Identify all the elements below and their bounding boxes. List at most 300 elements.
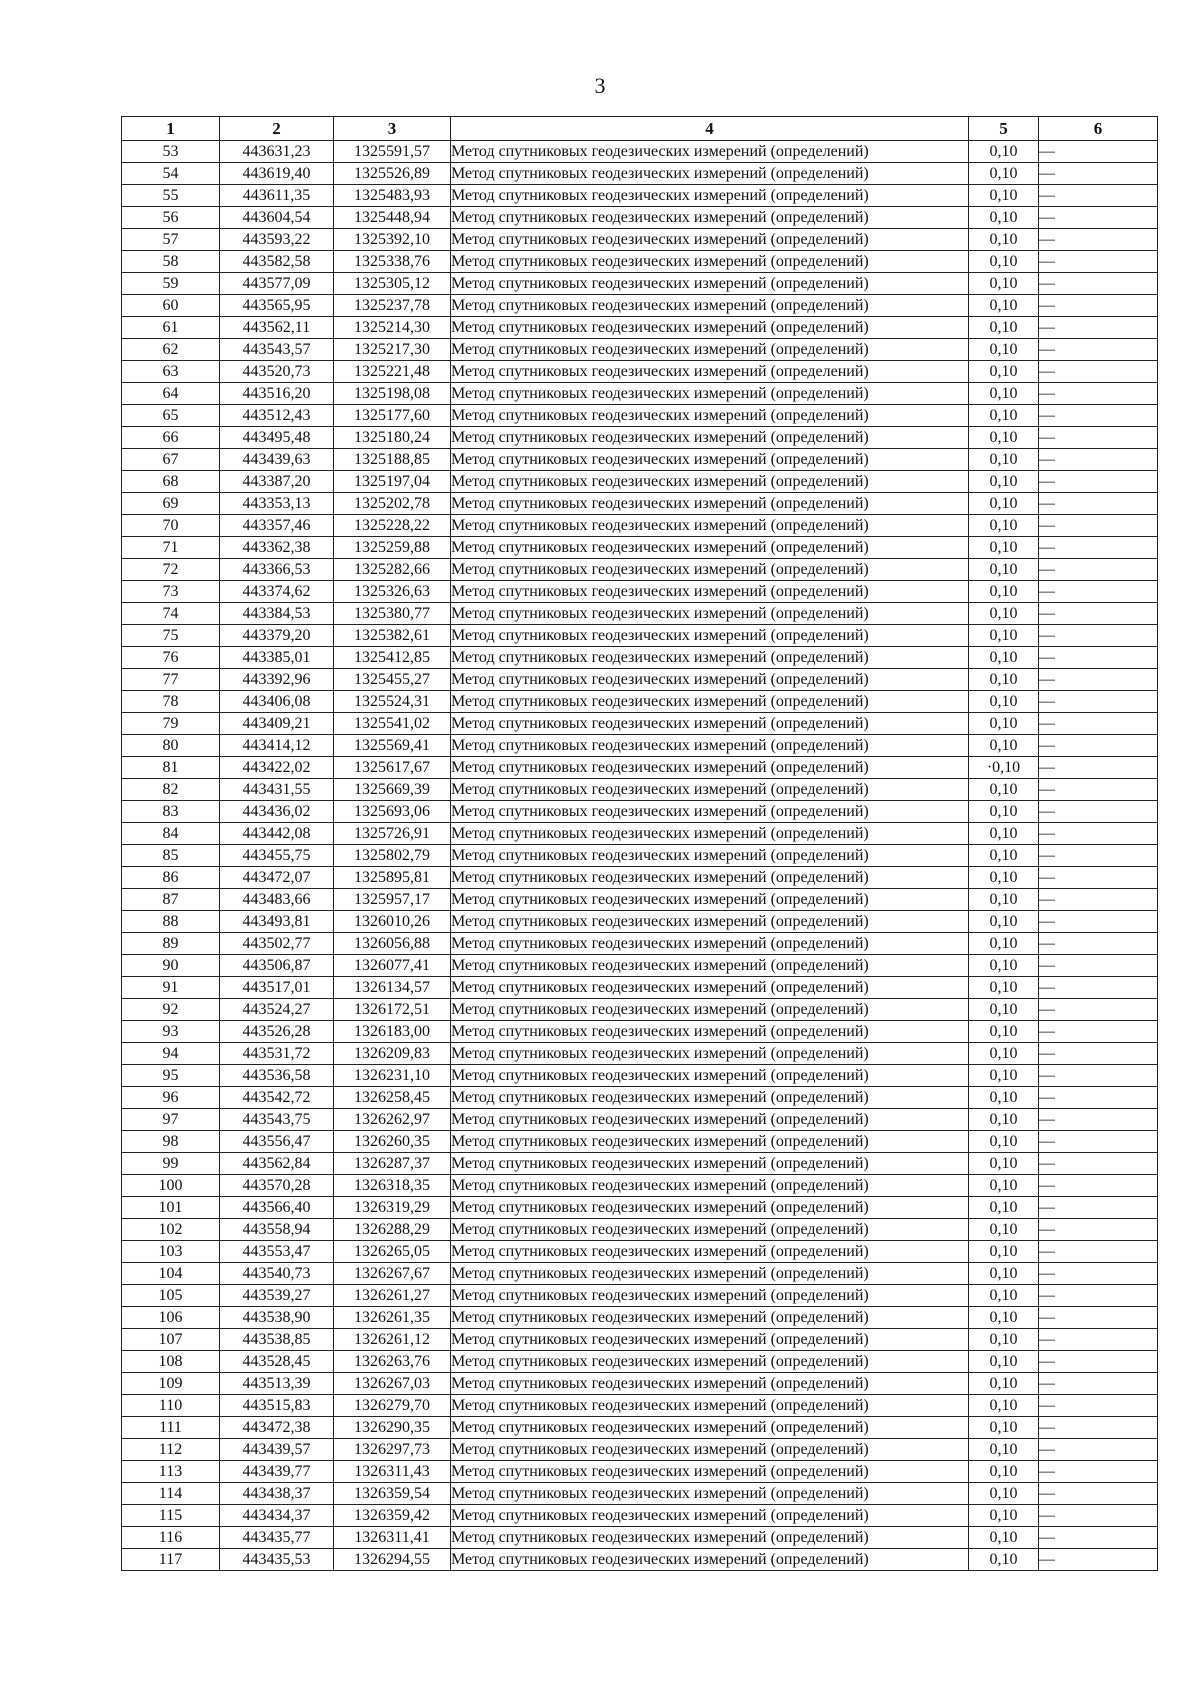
table-row [122,713,1158,735]
point-number-cell: 80 [122,735,220,757]
accuracy-cell: 0,10 [969,603,1039,625]
table-row [122,1065,1158,1087]
x-coordinate-cell: 443455,75 [220,845,334,867]
method-cell: Метод спутниковых геодезических измерений (определений) [451,757,969,779]
accuracy-cell: 0,10 [969,1131,1039,1153]
note-cell: — [1039,515,1158,537]
method-cell: Метод спутниковых геодезических измерений (определений) [451,185,969,207]
y-coordinate-cell: 1326262,97 [334,1109,451,1131]
accuracy-cell: 0,10 [969,1329,1039,1351]
table-row [122,1197,1158,1219]
note-cell: — [1039,757,1158,779]
y-coordinate-cell: 1326359,42 [334,1505,451,1527]
note-cell: — [1039,911,1158,933]
x-coordinate-cell: 443366,53 [220,559,334,581]
point-number-cell: 111 [122,1417,220,1439]
method-cell: Метод спутниковых геодезических измерений (определений) [451,1505,969,1527]
method-cell: Метод спутниковых геодезических измерений (определений) [451,735,969,757]
y-coordinate-cell: 1325569,41 [334,735,451,757]
y-coordinate-cell: 1326010,26 [334,911,451,933]
point-number-cell: 68 [122,471,220,493]
note-cell: — [1039,141,1158,163]
table-row [122,1329,1158,1351]
note-cell: — [1039,1043,1158,1065]
method-cell: Метод спутниковых геодезических измерений (определений) [451,1131,969,1153]
table-row [122,471,1158,493]
point-number-cell: 92 [122,999,220,1021]
x-coordinate-cell: 443392,96 [220,669,334,691]
accuracy-cell: 0,10 [969,779,1039,801]
y-coordinate-cell: 1326287,37 [334,1153,451,1175]
point-number-cell: 63 [122,361,220,383]
note-cell: — [1039,1439,1158,1461]
y-coordinate-cell: 1325448,94 [334,207,451,229]
point-number-cell: 79 [122,713,220,735]
accuracy-cell: 0,10 [969,845,1039,867]
note-cell: — [1039,867,1158,889]
table-row [122,449,1158,471]
accuracy-cell: 0,10 [969,361,1039,383]
y-coordinate-cell: 1325591,57 [334,141,451,163]
note-cell: — [1039,163,1158,185]
accuracy-cell: 0,10 [969,625,1039,647]
x-coordinate-cell: 443439,77 [220,1461,334,1483]
table-row [122,1043,1158,1065]
table-row [122,1087,1158,1109]
y-coordinate-cell: 1325217,30 [334,339,451,361]
accuracy-cell: 0,10 [969,1109,1039,1131]
table-row [122,735,1158,757]
point-number-cell: 99 [122,1153,220,1175]
point-number-cell: 112 [122,1439,220,1461]
y-coordinate-cell: 1325259,88 [334,537,451,559]
x-coordinate-cell: 443387,20 [220,471,334,493]
y-coordinate-cell: 1325188,85 [334,449,451,471]
method-cell: Метод спутниковых геодезических измерений (определений) [451,977,969,999]
table-row [122,1439,1158,1461]
page-number: 3 [594,73,606,98]
y-coordinate-cell: 1326267,67 [334,1263,451,1285]
accuracy-cell: 0,10 [969,493,1039,515]
table-row [122,207,1158,229]
note-cell: — [1039,1417,1158,1439]
x-coordinate-cell: 443384,53 [220,603,334,625]
point-number-cell: 102 [122,1219,220,1241]
method-cell: Метод спутниковых геодезических измерений (определений) [451,691,969,713]
note-cell: — [1039,735,1158,757]
method-cell: Метод спутниковых геодезических измерений (определений) [451,1527,969,1549]
x-coordinate-cell: 443438,37 [220,1483,334,1505]
point-number-cell: 89 [122,933,220,955]
x-coordinate-cell: 443619,40 [220,163,334,185]
y-coordinate-cell: 1326263,76 [334,1351,451,1373]
accuracy-cell: 0,10 [969,1175,1039,1197]
x-coordinate-cell: 443558,94 [220,1219,334,1241]
method-cell: Метод спутниковых геодезических измерений (определений) [451,625,969,647]
table-row [122,1021,1158,1043]
accuracy-cell: 0,10 [969,1549,1039,1571]
y-coordinate-cell: 1325228,22 [334,515,451,537]
x-coordinate-cell: 443502,77 [220,933,334,955]
y-coordinate-cell: 1326134,57 [334,977,451,999]
x-coordinate-cell: 443520,73 [220,361,334,383]
y-coordinate-cell: 1325693,06 [334,801,451,823]
x-coordinate-cell: 443582,58 [220,251,334,273]
y-coordinate-cell: 1326311,43 [334,1461,451,1483]
note-cell: — [1039,1175,1158,1197]
note-cell: — [1039,625,1158,647]
table-row [122,1505,1158,1527]
point-number-cell: 81 [122,757,220,779]
table-row [122,1241,1158,1263]
note-cell: — [1039,537,1158,559]
point-number-cell: 107 [122,1329,220,1351]
point-number-cell: 59 [122,273,220,295]
table-row [122,801,1158,823]
method-cell: Метод спутниковых геодезических измерений (определений) [451,427,969,449]
y-coordinate-cell: 1326077,41 [334,955,451,977]
accuracy-cell: 0,10 [969,1153,1039,1175]
table-row [122,1263,1158,1285]
point-number-cell: 90 [122,955,220,977]
column-header-3: 3 [334,117,451,141]
accuracy-cell: 0,10 [969,1021,1039,1043]
x-coordinate-cell: 443513,39 [220,1373,334,1395]
x-coordinate-cell: 443565,95 [220,295,334,317]
point-number-cell: 110 [122,1395,220,1417]
x-coordinate-cell: 443553,47 [220,1241,334,1263]
accuracy-cell: 0,10 [969,1483,1039,1505]
table-row [122,977,1158,999]
y-coordinate-cell: 1325338,76 [334,251,451,273]
x-coordinate-cell: 443566,40 [220,1197,334,1219]
point-number-cell: 100 [122,1175,220,1197]
table-row [122,823,1158,845]
point-number-cell: 117 [122,1549,220,1571]
note-cell: — [1039,1329,1158,1351]
x-coordinate-cell: 443543,57 [220,339,334,361]
table-row [122,493,1158,515]
table-row [122,537,1158,559]
table-row [122,1417,1158,1439]
accuracy-cell: 0,10 [969,933,1039,955]
x-coordinate-cell: 443515,83 [220,1395,334,1417]
point-number-cell: 55 [122,185,220,207]
note-cell: — [1039,845,1158,867]
method-cell: Метод спутниковых геодезических измерений (определений) [451,1241,969,1263]
method-cell: Метод спутниковых геодезических измерений (определений) [451,1307,969,1329]
point-number-cell: 95 [122,1065,220,1087]
table-row [122,1549,1158,1571]
method-cell: Метод спутниковых геодезических измерений (определений) [451,383,969,405]
table-row [122,295,1158,317]
point-number-cell: 87 [122,889,220,911]
y-coordinate-cell: 1326183,00 [334,1021,451,1043]
table-row [122,691,1158,713]
note-cell: — [1039,1285,1158,1307]
note-cell: — [1039,1241,1158,1263]
x-coordinate-cell: 443570,28 [220,1175,334,1197]
point-number-cell: 74 [122,603,220,625]
method-cell: Метод спутниковых геодезических измерений (определений) [451,779,969,801]
point-number-cell: 83 [122,801,220,823]
method-cell: Метод спутниковых геодезических измерений (определений) [451,493,969,515]
point-number-cell: 71 [122,537,220,559]
note-cell: — [1039,273,1158,295]
y-coordinate-cell: 1326265,05 [334,1241,451,1263]
method-cell: Метод спутниковых геодезических измерений (определений) [451,1373,969,1395]
table-row [122,625,1158,647]
y-coordinate-cell: 1326288,29 [334,1219,451,1241]
table-row [122,889,1158,911]
accuracy-cell: 0,10 [969,537,1039,559]
y-coordinate-cell: 1325483,93 [334,185,451,207]
method-cell: Метод спутниковых геодезических измерений (определений) [451,339,969,361]
method-cell: Метод спутниковых геодезических измерений (определений) [451,845,969,867]
method-cell: Метод спутниковых геодезических измерений (определений) [451,889,969,911]
point-number-cell: 88 [122,911,220,933]
x-coordinate-cell: 443524,27 [220,999,334,1021]
accuracy-cell: 0,10 [969,999,1039,1021]
x-coordinate-cell: 443539,27 [220,1285,334,1307]
y-coordinate-cell: 1325177,60 [334,405,451,427]
y-coordinate-cell: 1325802,79 [334,845,451,867]
table-row [122,1285,1158,1307]
note-cell: — [1039,1395,1158,1417]
table-row [122,779,1158,801]
note-cell: — [1039,449,1158,471]
table-row [122,757,1158,779]
method-cell: Метод спутниковых геодезических измерений (определений) [451,515,969,537]
method-cell: Метод спутниковых геодезических измерений (определений) [451,273,969,295]
note-cell: — [1039,1549,1158,1571]
table-row [122,1483,1158,1505]
method-cell: Метод спутниковых геодезических измерений (определений) [451,1065,969,1087]
y-coordinate-cell: 1326311,41 [334,1527,451,1549]
point-number-cell: 77 [122,669,220,691]
y-coordinate-cell: 1326290,35 [334,1417,451,1439]
x-coordinate-cell: 443493,81 [220,911,334,933]
note-cell: — [1039,1197,1158,1219]
table-row [122,933,1158,955]
method-cell: Метод спутниковых геодезических измерений (определений) [451,933,969,955]
point-number-cell: 65 [122,405,220,427]
accuracy-cell: 0,10 [969,295,1039,317]
x-coordinate-cell: 443604,54 [220,207,334,229]
y-coordinate-cell: 1326172,51 [334,999,451,1021]
y-coordinate-cell: 1325197,04 [334,471,451,493]
x-coordinate-cell: 443528,45 [220,1351,334,1373]
x-coordinate-cell: 443379,20 [220,625,334,647]
table-row [122,229,1158,251]
note-cell: — [1039,1065,1158,1087]
note-cell: — [1039,581,1158,603]
x-coordinate-cell: 443517,01 [220,977,334,999]
x-coordinate-cell: 443562,11 [220,317,334,339]
table-row [122,845,1158,867]
accuracy-cell: 0,10 [969,647,1039,669]
point-number-cell: 94 [122,1043,220,1065]
method-cell: Метод спутниковых геодезических измерений (определений) [451,713,969,735]
x-coordinate-cell: 443543,75 [220,1109,334,1131]
note-cell: — [1039,1307,1158,1329]
table-row [122,361,1158,383]
accuracy-cell: 0,10 [969,339,1039,361]
method-cell: Метод спутниковых геодезических измерений (определений) [451,867,969,889]
note-cell: — [1039,933,1158,955]
table-row [122,1175,1158,1197]
accuracy-cell: 0,10 [969,1087,1039,1109]
point-number-cell: 97 [122,1109,220,1131]
y-coordinate-cell: 1325221,48 [334,361,451,383]
y-coordinate-cell: 1326318,35 [334,1175,451,1197]
x-coordinate-cell: 443538,90 [220,1307,334,1329]
method-cell: Метод спутниковых геодезических измерений (определений) [451,1263,969,1285]
x-coordinate-cell: 443435,53 [220,1549,334,1571]
point-number-cell: 56 [122,207,220,229]
note-cell: — [1039,823,1158,845]
y-coordinate-cell: 1325617,67 [334,757,451,779]
accuracy-cell: 0,10 [969,559,1039,581]
x-coordinate-cell: 443611,35 [220,185,334,207]
table-row [122,1395,1158,1417]
point-number-cell: 78 [122,691,220,713]
accuracy-cell: 0,10 [969,955,1039,977]
accuracy-cell: 0,10 [969,1351,1039,1373]
note-cell: — [1039,405,1158,427]
note-cell: — [1039,999,1158,1021]
note-cell: — [1039,1351,1158,1373]
method-cell: Метод спутниковых геодезических измерений (определений) [451,669,969,691]
point-number-cell: 82 [122,779,220,801]
accuracy-cell: 0,10 [969,229,1039,251]
y-coordinate-cell: 1325380,77 [334,603,451,625]
y-coordinate-cell: 1325957,17 [334,889,451,911]
method-cell: Метод спутниковых геодезических измерений (определений) [451,801,969,823]
method-cell: Метод спутниковых геодезических измерений (определений) [451,1109,969,1131]
table-row [122,867,1158,889]
method-cell: Метод спутниковых геодезических измерений (определений) [451,1461,969,1483]
y-coordinate-cell: 1326261,27 [334,1285,451,1307]
accuracy-cell: 0,10 [969,185,1039,207]
x-coordinate-cell: 443385,01 [220,647,334,669]
point-number-cell: 58 [122,251,220,273]
y-coordinate-cell: 1326261,35 [334,1307,451,1329]
point-number-cell: 61 [122,317,220,339]
note-cell: — [1039,955,1158,977]
table-row [122,1373,1158,1395]
point-number-cell: 104 [122,1263,220,1285]
table-row [122,559,1158,581]
x-coordinate-cell: 443439,57 [220,1439,334,1461]
point-number-cell: 70 [122,515,220,537]
note-cell: — [1039,647,1158,669]
accuracy-cell: 0,10 [969,1219,1039,1241]
note-cell: — [1039,207,1158,229]
table-row [122,251,1158,273]
x-coordinate-cell: 443593,22 [220,229,334,251]
x-coordinate-cell: 443439,63 [220,449,334,471]
note-cell: — [1039,713,1158,735]
note-cell: — [1039,801,1158,823]
note-cell: — [1039,889,1158,911]
method-cell: Метод спутниковых геодезических измерений (определений) [451,141,969,163]
y-coordinate-cell: 1326279,70 [334,1395,451,1417]
note-cell: — [1039,339,1158,361]
method-cell: Метод спутниковых геодезических измерений (определений) [451,1483,969,1505]
method-cell: Метод спутниковых геодезических измерений (определений) [451,1153,969,1175]
x-coordinate-cell: 443362,38 [220,537,334,559]
y-coordinate-cell: 1326056,88 [334,933,451,955]
method-cell: Метод спутниковых геодезических измерений (определений) [451,1021,969,1043]
accuracy-cell: 0,10 [969,405,1039,427]
accuracy-cell: 0,10 [969,867,1039,889]
column-header-2: 2 [220,117,334,141]
method-cell: Метод спутниковых геодезических измерений (определений) [451,361,969,383]
accuracy-cell: 0,10 [969,1461,1039,1483]
x-coordinate-cell: 443562,84 [220,1153,334,1175]
table-row [122,163,1158,185]
point-number-cell: 101 [122,1197,220,1219]
table-row [122,1153,1158,1175]
point-number-cell: 84 [122,823,220,845]
point-number-cell: 66 [122,427,220,449]
accuracy-cell: 0,10 [969,1065,1039,1087]
y-coordinate-cell: 1325202,78 [334,493,451,515]
accuracy-cell: 0,10 [969,911,1039,933]
table-row [122,141,1158,163]
y-coordinate-cell: 1325237,78 [334,295,451,317]
x-coordinate-cell: 443531,72 [220,1043,334,1065]
note-cell: — [1039,691,1158,713]
column-header-6: 6 [1039,117,1158,141]
point-number-cell: 85 [122,845,220,867]
x-coordinate-cell: 443422,02 [220,757,334,779]
accuracy-cell: 0,10 [969,581,1039,603]
y-coordinate-cell: 1325541,02 [334,713,451,735]
y-coordinate-cell: 1326209,83 [334,1043,451,1065]
y-coordinate-cell: 1325526,89 [334,163,451,185]
note-cell: — [1039,1483,1158,1505]
method-cell: Метод спутниковых геодезических измерений (определений) [451,405,969,427]
accuracy-cell: 0,10 [969,691,1039,713]
note-cell: — [1039,1109,1158,1131]
point-number-cell: 57 [122,229,220,251]
point-number-cell: 109 [122,1373,220,1395]
point-number-cell: 98 [122,1131,220,1153]
accuracy-cell: 0,10 [969,1043,1039,1065]
method-cell: Метод спутниковых геодезических измерений (определений) [451,1043,969,1065]
accuracy-cell: 0,10 [969,1439,1039,1461]
coordinates-table [121,116,1158,1571]
method-cell: Метод спутниковых геодезических измерений (определений) [451,955,969,977]
accuracy-cell: 0,10 [969,1527,1039,1549]
note-cell: — [1039,603,1158,625]
point-number-cell: 115 [122,1505,220,1527]
note-cell: — [1039,1505,1158,1527]
method-cell: Метод спутниковых геодезических измерений (определений) [451,1395,969,1417]
x-coordinate-cell: 443435,77 [220,1527,334,1549]
method-cell: Метод спутниковых геодезических измерений (определений) [451,999,969,1021]
x-coordinate-cell: 443436,02 [220,801,334,823]
y-coordinate-cell: 1325198,08 [334,383,451,405]
accuracy-cell: 0,10 [969,471,1039,493]
x-coordinate-cell: 443536,58 [220,1065,334,1087]
y-coordinate-cell: 1325524,31 [334,691,451,713]
accuracy-cell: 0,10 [969,889,1039,911]
method-cell: Метод спутниковых геодезических измерений (определений) [451,1439,969,1461]
method-cell: Метод спутниковых геодезических измерений (определений) [451,1549,969,1571]
